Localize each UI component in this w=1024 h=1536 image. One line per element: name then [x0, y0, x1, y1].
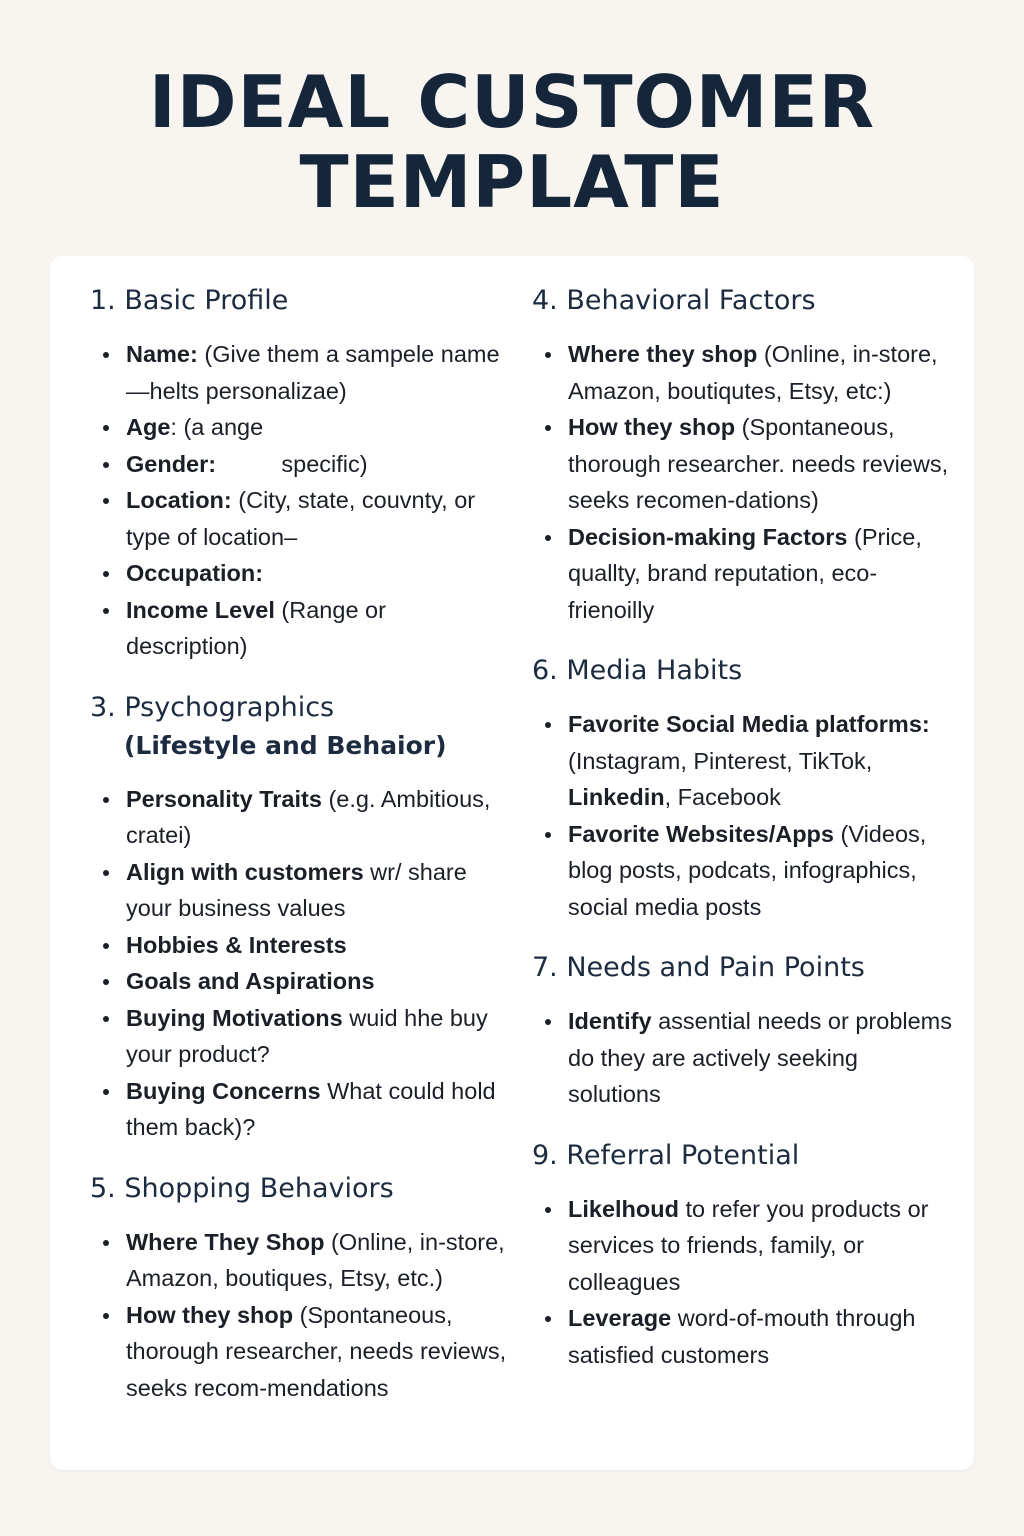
item-label: Favorite Social Media platforms:: [568, 711, 930, 737]
item-label: Leverage: [568, 1305, 672, 1331]
bullet-list: [90, 781, 510, 1146]
item-label: Linkedin: [568, 784, 665, 810]
list-item: [90, 336, 510, 409]
item-label: Hobbies & Interests: [126, 931, 347, 958]
bullet-list: [532, 1003, 952, 1113]
bullet-list: [532, 706, 952, 925]
section-heading: [90, 689, 510, 765]
item-text: wuid hhe buy your product?: [126, 1004, 488, 1067]
item-text: to refer you products or services to friends, family, or colleagues: [568, 1195, 929, 1295]
section-heading: 7. Needs and Pain Points: [532, 952, 865, 983]
page-title-line-2: TEMPLATE: [299, 140, 725, 224]
list-item: [90, 592, 510, 665]
item-label: Where they shop: [568, 341, 758, 367]
section-heading: 6. Media Habits: [532, 655, 743, 686]
section-heading: 4. Behavioral Factors: [532, 285, 816, 316]
item-text: specific): [216, 450, 368, 477]
item-text: (Spontaneous, thorough researcher. needs reviews, seeks recomen-dations): [568, 414, 949, 513]
list-item: [90, 963, 510, 1000]
list-item: [532, 816, 952, 926]
list-item: [90, 482, 510, 555]
section-needs-pain-points: [532, 949, 952, 1113]
list-item: [532, 1191, 952, 1301]
item-label: Decision-making Factors: [568, 523, 848, 550]
item-label: Favorite Websites/Apps: [568, 820, 834, 847]
item-label: Buying Motivations: [126, 1004, 343, 1031]
item-text: (e.g. Ambitious, cratei): [126, 785, 491, 848]
item-text: assential needs or problems do they are actively seeking solutions: [568, 1008, 953, 1107]
item-label: Location:: [126, 487, 232, 513]
list-item: [90, 1073, 510, 1146]
section-psychographics: [90, 689, 510, 1146]
right-column: [532, 282, 952, 1373]
section-heading: 1. Basic Profile: [90, 285, 289, 316]
item-text: (Online, in-store, Amazon, boutiques, Etsy, etc.): [126, 1228, 505, 1291]
section-heading: 9. Referral Potential: [532, 1139, 800, 1171]
list-item: [90, 927, 510, 964]
bullet-list: [532, 1191, 952, 1374]
item-text: word-of-mouth through satisfied customers: [568, 1305, 916, 1368]
item-text: What could hold them back)?: [126, 1077, 496, 1140]
item-text: (Instagram, Pinterest, TikTok,: [568, 747, 873, 774]
item-label: How they shop: [126, 1301, 294, 1328]
item-label: Personality Traits: [126, 785, 322, 812]
section-behavioral-factors: [532, 282, 952, 628]
item-text: (Online, in-store, Amazon, boutiqutes, Etsy, etc:): [568, 341, 938, 404]
list-item: [90, 1297, 510, 1407]
list-item: [532, 519, 952, 629]
item-label: Where They Shop: [126, 1228, 325, 1255]
list-item: [90, 446, 510, 483]
list-item: [90, 854, 510, 927]
list-item: [532, 706, 952, 816]
page-title-line-1: IDEAL CUSTOMER: [148, 60, 876, 144]
item-label: Name:: [126, 341, 198, 367]
list-item: [90, 555, 510, 592]
item-text: , Facebook: [664, 784, 781, 810]
list-item: [532, 409, 952, 519]
bullet-list: [90, 1224, 510, 1407]
section-heading: 5. Shopping Behaviors: [90, 1172, 394, 1204]
section-heading-main: 3. Psychographics: [90, 691, 335, 723]
item-label: Income Level: [126, 596, 275, 623]
item-label: How they shop: [568, 414, 736, 440]
section-basic-profile: [90, 282, 510, 665]
page-title: [0, 62, 1024, 222]
item-text: (Videos, blog posts, podcats, infographics, social media posts: [568, 820, 927, 920]
left-column: [90, 282, 510, 1406]
section-media-habits: [532, 652, 952, 925]
bullet-list: [532, 336, 952, 628]
item-text: wr/ share your business values: [126, 858, 467, 921]
list-item: [90, 409, 510, 446]
item-label: Goals and Aspirations: [126, 968, 375, 994]
template-card: [50, 256, 974, 1470]
item-text: : (a ange: [170, 414, 264, 440]
list-item: [532, 1300, 952, 1373]
list-item: [532, 336, 952, 409]
item-label: Occupation:: [126, 560, 264, 586]
list-item: [532, 1003, 952, 1113]
item-label: Likelhoud: [568, 1195, 679, 1222]
item-text: (Price, quallty, brand reputation, eco-frienoilly: [568, 523, 922, 623]
section-referral-potential: [532, 1137, 952, 1374]
item-text: (Range or description): [126, 596, 386, 659]
section-subheading: (Lifestyle and Behaior): [124, 730, 447, 760]
item-label: Identify: [568, 1008, 652, 1034]
item-label: Age: [126, 414, 171, 440]
item-label: Gender:: [126, 450, 217, 477]
item-text: (City, state, couvnty, or type of location–: [126, 487, 476, 550]
bullet-list: [90, 336, 510, 665]
item-label: Align with customers: [126, 858, 364, 885]
item-text: (Give them a sampele name—helts personalizae): [126, 341, 500, 404]
list-item: [90, 1224, 510, 1297]
item-text: (Spontaneous, thorough researcher, needs reviews, seeks recom-mendations: [126, 1301, 507, 1401]
list-item: [90, 1000, 510, 1073]
list-item: [90, 781, 510, 854]
item-label: Buying Concerns: [126, 1077, 321, 1104]
section-shopping-behaviors: [90, 1170, 510, 1407]
